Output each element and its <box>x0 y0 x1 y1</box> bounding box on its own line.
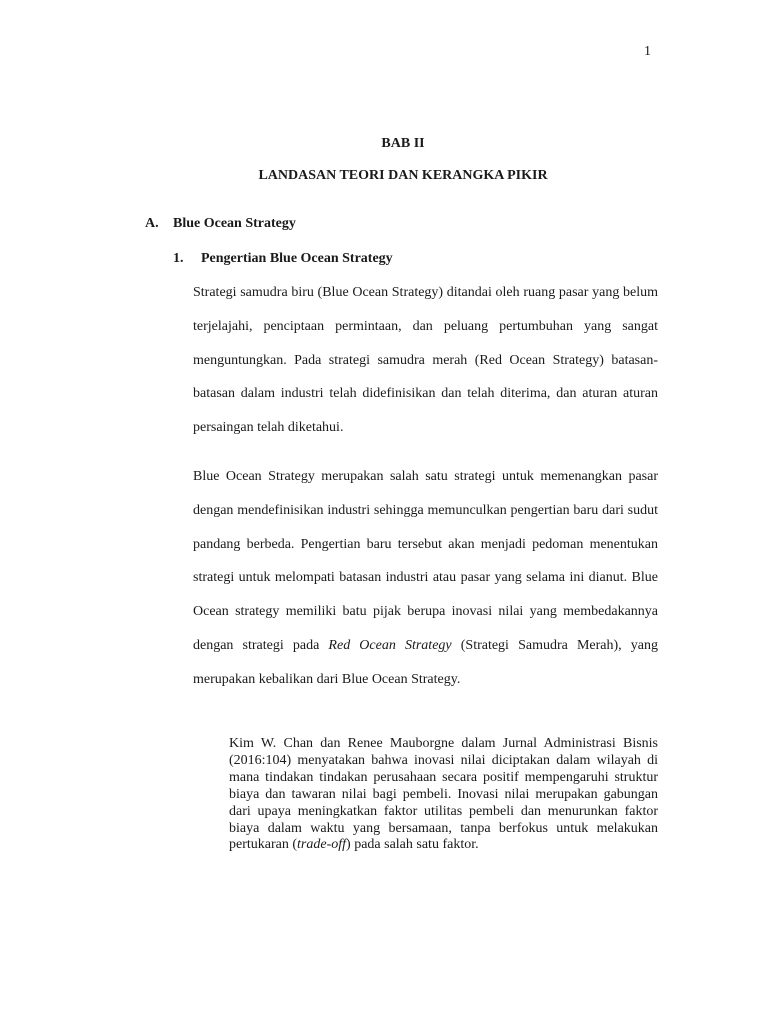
paragraph-2 <box>193 460 658 697</box>
section-heading <box>145 216 296 232</box>
subsection-heading <box>173 251 393 267</box>
page-number: 1 <box>644 44 651 59</box>
section-title: Blue Ocean Strategy <box>173 216 296 231</box>
quote-italic-term: trade-off <box>297 837 347 853</box>
chapter-label: BAB II <box>381 136 425 151</box>
paragraph-2-text-before: Blue Ocean Strategy merupakan salah satu strategi untuk memenangkan pasar dengan mendefinisikan industri sehingga memunculkan pengertian baru dari sudut pandang berbeda. Pengertian baru tersebut akan menjadi pedoman menentukan strategi untuk melompati batasan industri atau pasar yang selama ini dianut. Blue Ocean strategy memiliki batu pijak berupa inovasi nilai yang membedakannya dengan strategi pada <box>193 469 658 653</box>
quote-text-before: Kim W. Chan dan Renee Mauborgne dalam Jurnal Administrasi Bisnis (2016:104) menyatakan bahwa inovasi nilai diciptakan dalam wilayah di mana tindakan tindakan perusahaan secara positif mempengaruhi struktur biaya dan tawaran nilai bagi pembeli. Inovasi nilai merupakan gabungan dari upaya meningkatkan faktor utilitas pembeli dan menurunkan faktor biaya dalam waktu yang bersamaan, tanpa berfokus untuk melakukan pertukaran ( <box>229 736 658 853</box>
paragraph-2-text-after: (Strategi Samudra Merah), yang merupakan kebalikan dari Blue Ocean Strategy. <box>193 637 658 687</box>
paragraph-2-italic-term: Red Ocean Strategy <box>328 637 452 653</box>
block-quote <box>229 736 658 854</box>
chapter-title: LANDASAN TEORI DAN KERANGKA PIKIR <box>258 168 548 183</box>
paragraph-1: Strategi samudra biru (Blue Ocean Strategy) ditandai oleh ruang pasar yang belum terjelajahi, penciptaan permintaan, dan peluang pertumbuhan yang sangat menguntungkan. Pada strategi samudra merah (Red Ocean Strategy) batasan-batasan dalam industri telah didefinisikan dan telah diterima, dan aturan aturan persaingan telah diketahui. <box>193 285 658 436</box>
section-marker: A. <box>145 216 159 231</box>
subsection-title: Pengertian Blue Ocean Strategy <box>201 251 393 266</box>
subsection-marker: 1. <box>173 251 184 266</box>
quote-text-after: ) pada salah satu faktor. <box>346 837 479 853</box>
